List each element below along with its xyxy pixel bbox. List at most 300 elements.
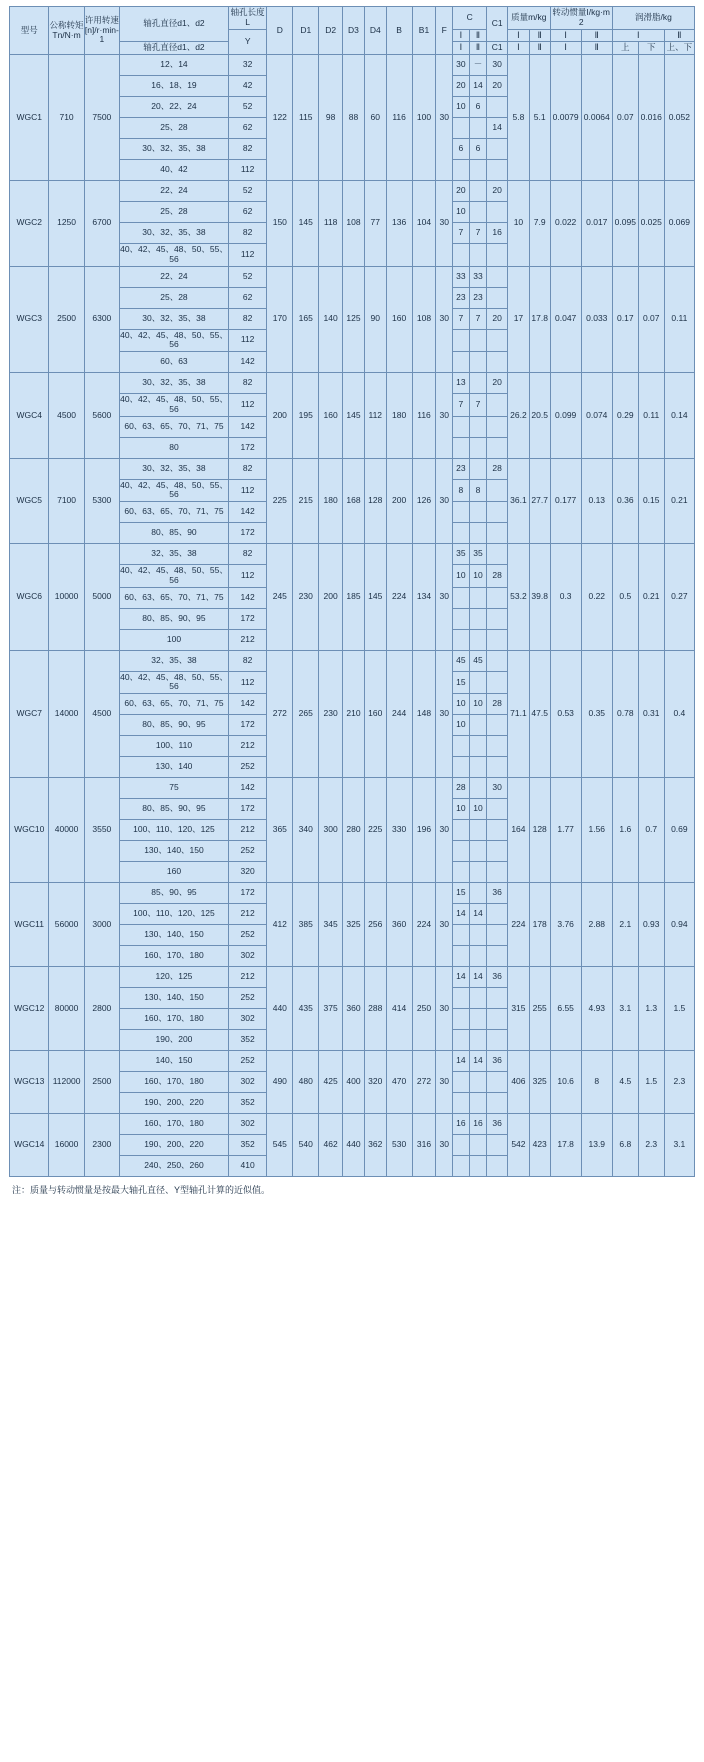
- cell-bore-length: 112: [228, 244, 266, 267]
- cell-mass-I: 164: [508, 778, 530, 883]
- cell-C-I: 15: [453, 671, 470, 694]
- th-inertia-I-sub: Ⅰ: [550, 42, 581, 55]
- cell-C-I: [453, 988, 470, 1009]
- cell-C1: 14: [487, 118, 508, 139]
- th-inertia-I: Ⅰ: [550, 29, 581, 42]
- table-row: [10, 883, 695, 904]
- cell-C-II: [469, 608, 487, 629]
- cell-C1: [487, 988, 508, 1009]
- cell-B1: 316: [412, 1114, 436, 1177]
- cell-C1: 30: [487, 778, 508, 799]
- cell-bore-length: 52: [228, 97, 266, 118]
- cell-C-I: [453, 416, 470, 437]
- cell-C1: [487, 757, 508, 778]
- cell-C1: [487, 925, 508, 946]
- cell-B: 414: [386, 967, 412, 1051]
- cell-F: 30: [436, 883, 453, 967]
- th-B: B: [386, 7, 412, 55]
- cell-C-I: 23: [453, 287, 470, 308]
- cell-bore-length: 252: [228, 757, 266, 778]
- cell-D1: 230: [293, 544, 319, 651]
- cell-bore-diameter: 40、42、45、48、50、55、56: [119, 329, 228, 352]
- cell-C-I: 33: [453, 266, 470, 287]
- cell-grease-updown: 0.94: [664, 883, 694, 967]
- cell-mass-II: 5.1: [529, 55, 550, 181]
- cell-inertia-I: 0.177: [550, 458, 581, 544]
- cell-speed: 6300: [84, 266, 119, 373]
- table-row: [10, 55, 695, 76]
- cell-D1: 145: [293, 181, 319, 267]
- cell-C1: [487, 416, 508, 437]
- cell-D2: 345: [319, 883, 343, 967]
- cell-bore-length: 172: [228, 608, 266, 629]
- cell-C1: [487, 904, 508, 925]
- cell-C-I: 10: [453, 97, 470, 118]
- cell-D3: 400: [343, 1051, 365, 1114]
- cell-B: 530: [386, 1114, 412, 1177]
- cell-speed: 5600: [84, 373, 119, 459]
- cell-B1: 196: [412, 778, 436, 883]
- cell-bore-length: 302: [228, 1009, 266, 1030]
- cell-C1: [487, 650, 508, 671]
- cell-D: 412: [267, 883, 293, 967]
- cell-C-I: 10: [453, 565, 470, 588]
- cell-mass-I: 53.2: [508, 544, 530, 651]
- cell-C-II: 14: [469, 76, 487, 97]
- cell-C-I: [453, 862, 470, 883]
- cell-D2: 118: [319, 181, 343, 267]
- cell-C-I: [453, 437, 470, 458]
- table-row: [10, 181, 695, 202]
- cell-C1: [487, 394, 508, 417]
- cell-bore-diameter: 60、63、65、70、71、75: [119, 416, 228, 437]
- cell-mass-I: 36.1: [508, 458, 530, 544]
- cell-bore-length: 52: [228, 266, 266, 287]
- th-C: C: [453, 7, 487, 30]
- table-row: [10, 650, 695, 671]
- cell-bore-length: 82: [228, 650, 266, 671]
- cell-C-II: 8: [469, 479, 487, 502]
- cell-C-I: 20: [453, 76, 470, 97]
- cell-C1: [487, 523, 508, 544]
- cell-bore-length: 172: [228, 523, 266, 544]
- cell-bore-length: 302: [228, 1114, 266, 1135]
- cell-C-II: 10: [469, 694, 487, 715]
- cell-bore-diameter: 40、42: [119, 160, 228, 181]
- cell-C1: 20: [487, 308, 508, 329]
- cell-D: 545: [267, 1114, 293, 1177]
- table-row: [10, 778, 695, 799]
- cell-grease-updown: 0.4: [664, 650, 694, 778]
- cell-B: 244: [386, 650, 412, 778]
- cell-bore-diameter: 100: [119, 629, 228, 650]
- th-inertia-II-sub: Ⅱ: [581, 42, 612, 55]
- th-mass-I-sub: Ⅰ: [508, 42, 530, 55]
- cell-C1: [487, 1030, 508, 1051]
- cell-mass-II: 20.5: [529, 373, 550, 459]
- cell-inertia-II: 0.22: [581, 544, 612, 651]
- cell-grease-up: 2.1: [612, 883, 638, 967]
- cell-bore-diameter: 160、170、180: [119, 946, 228, 967]
- cell-mass-II: 47.5: [529, 650, 550, 778]
- cell-D1: 480: [293, 1051, 319, 1114]
- cell-C-II: [469, 778, 487, 799]
- cell-C-II: [469, 1156, 487, 1177]
- cell-bore-length: 112: [228, 479, 266, 502]
- cell-C-II: 6: [469, 139, 487, 160]
- cell-C-II: [469, 988, 487, 1009]
- cell-C-II: [469, 181, 487, 202]
- cell-model: WGC2: [10, 181, 49, 267]
- cell-speed: 2800: [84, 967, 119, 1051]
- cell-B1: 100: [412, 55, 436, 181]
- cell-C-I: 8: [453, 479, 470, 502]
- cell-C-I: 6: [453, 139, 470, 160]
- cell-B: 470: [386, 1051, 412, 1114]
- cell-grease-down: 0.016: [638, 55, 664, 181]
- cell-C1: 36: [487, 967, 508, 988]
- cell-D4: 112: [364, 373, 386, 459]
- cell-C-I: 20: [453, 181, 470, 202]
- cell-model: WGC4: [10, 373, 49, 459]
- cell-grease-updown: 0.69: [664, 778, 694, 883]
- cell-bore-diameter: 80、85、90、95: [119, 799, 228, 820]
- cell-bore-length: 352: [228, 1030, 266, 1051]
- th-grease-up: 上: [612, 42, 638, 55]
- cell-mass-I: 71.1: [508, 650, 530, 778]
- th-F: F: [436, 7, 453, 55]
- cell-C-II: 16: [469, 1114, 487, 1135]
- cell-speed: 5000: [84, 544, 119, 651]
- cell-B1: 116: [412, 373, 436, 459]
- cell-C1: [487, 1156, 508, 1177]
- cell-D: 440: [267, 967, 293, 1051]
- cell-bore-diameter: 40、42、45、48、50、55、56: [119, 671, 228, 694]
- cell-inertia-II: 2.88: [581, 883, 612, 967]
- cell-C-II: 7: [469, 308, 487, 329]
- cell-inertia-I: 3.76: [550, 883, 581, 967]
- cell-bore-length: 172: [228, 883, 266, 904]
- table-row: [10, 967, 695, 988]
- cell-bore-diameter: 12、14: [119, 55, 228, 76]
- table-row: [10, 458, 695, 479]
- cell-bore-diameter: 60、63、65、70、71、75: [119, 502, 228, 523]
- cell-B: 160: [386, 266, 412, 373]
- cell-D1: 165: [293, 266, 319, 373]
- cell-C-I: 35: [453, 544, 470, 565]
- cell-torque: 710: [49, 55, 84, 181]
- cell-torque: 112000: [49, 1051, 84, 1114]
- cell-C1: [487, 587, 508, 608]
- cell-F: 30: [436, 1051, 453, 1114]
- cell-torque: 4500: [49, 373, 84, 459]
- cell-C1: [487, 629, 508, 650]
- cell-bore-diameter: 25、28: [119, 118, 228, 139]
- cell-bore-diameter: 240、250、260: [119, 1156, 228, 1177]
- cell-speed: 6700: [84, 181, 119, 267]
- cell-D4: 128: [364, 458, 386, 544]
- cell-C1: [487, 736, 508, 757]
- cell-C-I: [453, 736, 470, 757]
- cell-inertia-I: 0.022: [550, 181, 581, 267]
- cell-D3: 325: [343, 883, 365, 967]
- cell-C-II: 33: [469, 266, 487, 287]
- cell-F: 30: [436, 778, 453, 883]
- cell-bore-length: 142: [228, 416, 266, 437]
- cell-D1: 265: [293, 650, 319, 778]
- cell-bore-length: 112: [228, 671, 266, 694]
- cell-bore-length: 52: [228, 181, 266, 202]
- cell-D3: 88: [343, 55, 365, 181]
- cell-bore-length: 82: [228, 139, 266, 160]
- th-bore-d1d2: 轴孔直径d1、d2: [119, 42, 228, 55]
- cell-C1: [487, 352, 508, 373]
- cell-C-II: 7: [469, 223, 487, 244]
- cell-C-I: [453, 1009, 470, 1030]
- th-speed: 许用转速[n]/r·min-1: [84, 7, 119, 55]
- cell-B1: 134: [412, 544, 436, 651]
- cell-mass-II: 7.9: [529, 181, 550, 267]
- cell-bore-diameter: 40、42、45、48、50、55、56: [119, 394, 228, 417]
- cell-bore-diameter: 22、24: [119, 181, 228, 202]
- cell-C-I: [453, 1030, 470, 1051]
- cell-D2: 140: [319, 266, 343, 373]
- cell-D: 245: [267, 544, 293, 651]
- cell-C1: [487, 479, 508, 502]
- cell-C1: [487, 946, 508, 967]
- cell-C-I: [453, 160, 470, 181]
- cell-D4: 77: [364, 181, 386, 267]
- cell-bore-diameter: 20、22、24: [119, 97, 228, 118]
- th-model: 型号: [10, 7, 49, 55]
- cell-F: 30: [436, 650, 453, 778]
- cell-inertia-I: 0.3: [550, 544, 581, 651]
- cell-D1: 385: [293, 883, 319, 967]
- cell-bore-diameter: 22、24: [119, 266, 228, 287]
- cell-speed: 2500: [84, 1051, 119, 1114]
- cell-inertia-I: 0.047: [550, 266, 581, 373]
- cell-mass-I: 5.8: [508, 55, 530, 181]
- cell-D3: 440: [343, 1114, 365, 1177]
- cell-C-I: 14: [453, 967, 470, 988]
- cell-D1: 195: [293, 373, 319, 459]
- cell-D2: 375: [319, 967, 343, 1051]
- th-D1: D1: [293, 7, 319, 55]
- cell-C-I: 14: [453, 904, 470, 925]
- cell-mass-I: 224: [508, 883, 530, 967]
- cell-C-II: [469, 118, 487, 139]
- cell-bore-diameter: 130、140、150: [119, 988, 228, 1009]
- cell-grease-up: 1.6: [612, 778, 638, 883]
- cell-C-I: 28: [453, 778, 470, 799]
- cell-inertia-II: 0.017: [581, 181, 612, 267]
- cell-C1: [487, 160, 508, 181]
- cell-C-II: 23: [469, 287, 487, 308]
- cell-model: WGC10: [10, 778, 49, 883]
- cell-grease-down: 0.31: [638, 650, 664, 778]
- cell-C1: [487, 244, 508, 267]
- cell-D4: 288: [364, 967, 386, 1051]
- th-C-I: Ⅰ: [453, 29, 470, 42]
- cell-C-I: [453, 587, 470, 608]
- cell-bore-length: 352: [228, 1093, 266, 1114]
- cell-D4: 60: [364, 55, 386, 181]
- cell-torque: 80000: [49, 967, 84, 1051]
- cell-torque: 16000: [49, 1114, 84, 1177]
- cell-B: 116: [386, 55, 412, 181]
- cell-C-I: 15: [453, 883, 470, 904]
- cell-C1: [487, 820, 508, 841]
- cell-bore-diameter: 100、110、120、125: [119, 904, 228, 925]
- th-grease-down: 下: [638, 42, 664, 55]
- th-mass: 质量m/kg: [508, 7, 551, 30]
- cell-D3: 360: [343, 967, 365, 1051]
- th-B1: B1: [412, 7, 436, 55]
- th-mass-II-sub: Ⅱ: [529, 42, 550, 55]
- cell-inertia-I: 1.77: [550, 778, 581, 883]
- table-note: 注：质量与转动惯量是按最大轴孔直径、Y型轴孔计算的近似值。: [12, 1185, 271, 1196]
- cell-model: WGC14: [10, 1114, 49, 1177]
- cell-bore-length: 212: [228, 904, 266, 925]
- cell-bore-length: 42: [228, 76, 266, 97]
- cell-D1: 435: [293, 967, 319, 1051]
- cell-mass-II: 178: [529, 883, 550, 967]
- cell-C1: [487, 139, 508, 160]
- cell-C1: [487, 799, 508, 820]
- cell-B: 200: [386, 458, 412, 544]
- cell-model: WGC1: [10, 55, 49, 181]
- coupling-spec-table: [9, 6, 695, 1177]
- cell-speed: 7500: [84, 55, 119, 181]
- cell-grease-down: 0.11: [638, 373, 664, 459]
- th-Y: Y: [228, 29, 266, 55]
- cell-B: 136: [386, 181, 412, 267]
- cell-torque: 40000: [49, 778, 84, 883]
- cell-D4: 256: [364, 883, 386, 967]
- th-grease: 润滑脂/kg: [612, 7, 694, 30]
- cell-D3: 125: [343, 266, 365, 373]
- cell-bore-length: 142: [228, 352, 266, 373]
- cell-C-II: 7: [469, 394, 487, 417]
- cell-bore-length: 212: [228, 967, 266, 988]
- cell-C1: [487, 715, 508, 736]
- th-bore-diameter: 轴孔直径d1、d2: [119, 7, 228, 42]
- cell-grease-down: 0.15: [638, 458, 664, 544]
- cell-speed: 4500: [84, 650, 119, 778]
- cell-inertia-I: 0.099: [550, 373, 581, 459]
- cell-C1: [487, 544, 508, 565]
- cell-B: 180: [386, 373, 412, 459]
- cell-bore-diameter: 130、140、150: [119, 841, 228, 862]
- cell-model: WGC11: [10, 883, 49, 967]
- cell-D2: 180: [319, 458, 343, 544]
- cell-D2: 160: [319, 373, 343, 459]
- th-torque: 公称转矩Tn/N·m: [49, 7, 84, 55]
- cell-C-II: [469, 523, 487, 544]
- cell-grease-updown: 0.27: [664, 544, 694, 651]
- cell-bore-length: 62: [228, 287, 266, 308]
- cell-C1: 36: [487, 883, 508, 904]
- cell-mass-II: 17.8: [529, 266, 550, 373]
- cell-grease-up: 0.36: [612, 458, 638, 544]
- cell-C-I: [453, 1093, 470, 1114]
- cell-D2: 425: [319, 1051, 343, 1114]
- cell-inertia-II: 0.033: [581, 266, 612, 373]
- cell-bore-diameter: 80: [119, 437, 228, 458]
- cell-bore-length: 62: [228, 202, 266, 223]
- cell-grease-down: 0.07: [638, 266, 664, 373]
- cell-F: 30: [436, 266, 453, 373]
- cell-C-I: [453, 118, 470, 139]
- cell-bore-diameter: 25、28: [119, 287, 228, 308]
- cell-bore-diameter: 80、85、90: [119, 523, 228, 544]
- cell-C-II: [469, 329, 487, 352]
- cell-C-II: [469, 352, 487, 373]
- cell-bore-diameter: 75: [119, 778, 228, 799]
- cell-B1: 250: [412, 967, 436, 1051]
- cell-torque: 7100: [49, 458, 84, 544]
- cell-bore-diameter: 32、35、38: [119, 544, 228, 565]
- th-C-II: Ⅱ: [469, 29, 487, 42]
- cell-C-II: [469, 160, 487, 181]
- cell-inertia-II: 13.9: [581, 1114, 612, 1177]
- cell-D: 200: [267, 373, 293, 459]
- cell-bore-length: 142: [228, 587, 266, 608]
- cell-D3: 210: [343, 650, 365, 778]
- cell-grease-up: 0.17: [612, 266, 638, 373]
- th-grease-updown: 上、下: [664, 42, 694, 55]
- th-C1: C1: [487, 7, 508, 42]
- cell-mass-II: 128: [529, 778, 550, 883]
- cell-bore-diameter: 100、110、120、125: [119, 820, 228, 841]
- cell-bore-length: 82: [228, 373, 266, 394]
- cell-C1: 30: [487, 55, 508, 76]
- cell-C-I: [453, 841, 470, 862]
- cell-D: 122: [267, 55, 293, 181]
- cell-C1: 28: [487, 694, 508, 715]
- table-body: [10, 55, 695, 1177]
- cell-bore-diameter: 130、140: [119, 757, 228, 778]
- cell-C1: 16: [487, 223, 508, 244]
- cell-bore-diameter: 160、170、180: [119, 1114, 228, 1135]
- cell-inertia-II: 0.13: [581, 458, 612, 544]
- spec-table-page: [0, 6, 704, 1762]
- cell-model: WGC3: [10, 266, 49, 373]
- table-row: [10, 544, 695, 565]
- cell-bore-diameter: 130、140、150: [119, 925, 228, 946]
- cell-bore-length: 32: [228, 55, 266, 76]
- cell-C-I: [453, 329, 470, 352]
- cell-bore-length: 82: [228, 544, 266, 565]
- cell-C-I: [453, 352, 470, 373]
- cell-bore-diameter: 40、42、45、48、50、55、56: [119, 244, 228, 267]
- cell-bore-length: 252: [228, 988, 266, 1009]
- cell-C-II: 35: [469, 544, 487, 565]
- cell-F: 30: [436, 55, 453, 181]
- cell-bore-diameter: 100、110: [119, 736, 228, 757]
- cell-C-I: 7: [453, 394, 470, 417]
- table-row: [10, 266, 695, 287]
- cell-model: WGC13: [10, 1051, 49, 1114]
- cell-bore-diameter: 25、28: [119, 202, 228, 223]
- cell-C1: 36: [487, 1051, 508, 1072]
- cell-C-II: [469, 1072, 487, 1093]
- th-bore-length: 轴孔长度L: [228, 7, 266, 30]
- cell-bore-diameter: 190、200、220: [119, 1135, 228, 1156]
- cell-bore-length: 142: [228, 502, 266, 523]
- cell-bore-diameter: 85、90、95: [119, 883, 228, 904]
- table-header: [10, 7, 695, 55]
